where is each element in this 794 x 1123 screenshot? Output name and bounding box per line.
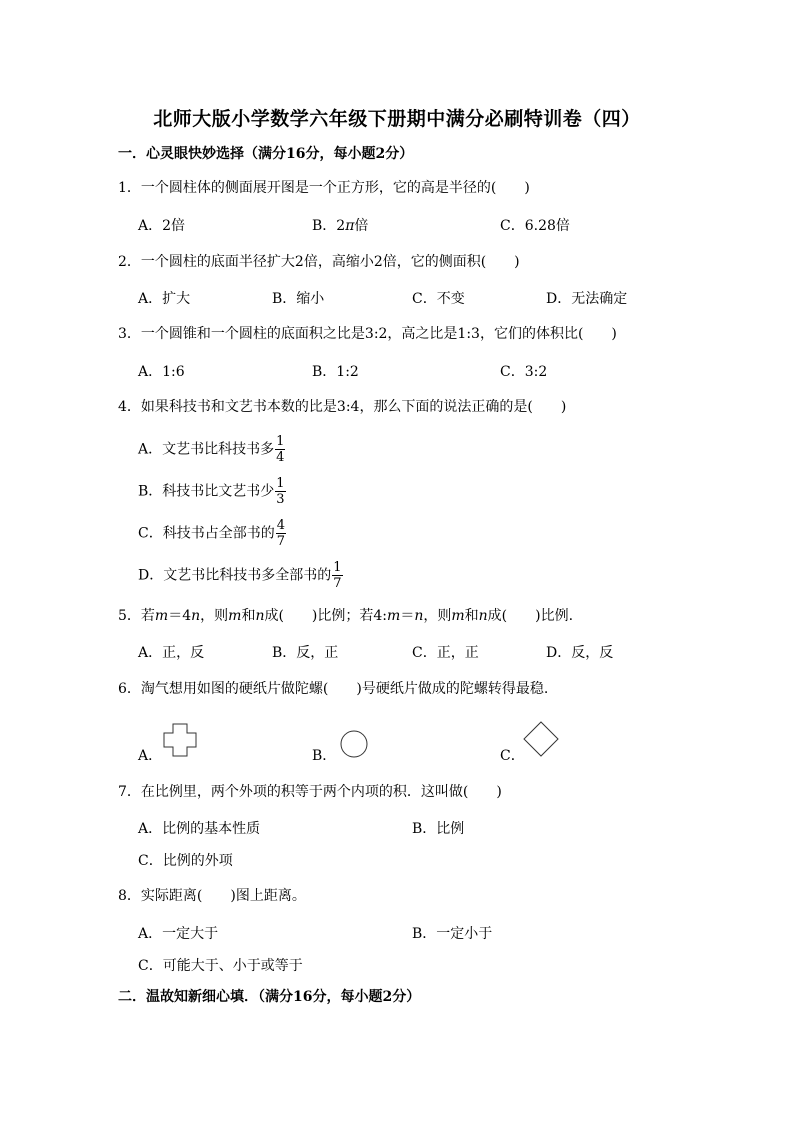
q5-text: ＝4	[168, 608, 192, 624]
q4-option-a[interactable]	[138, 434, 285, 465]
q8-option-b[interactable]: B．一定小于	[412, 926, 493, 942]
q5-text: ，则	[423, 608, 452, 624]
question-4-stem: 4．如果科技书和文艺书本数的比是3:4，那么下面的说法正确的是( )	[118, 399, 567, 415]
var-n: n	[414, 608, 424, 624]
q5-option-c[interactable]: C．正，正	[412, 645, 479, 661]
question-1-stem: 1．一个圆柱体的侧面展开图是一个正方形，它的高是半径的( )	[118, 180, 530, 196]
q2-option-d[interactable]: D．无法确定	[546, 291, 628, 307]
q1-option-b-suffix: 倍	[354, 218, 369, 234]
fraction-denominator: 3	[276, 492, 285, 507]
q6-option-c[interactable]: C．	[500, 748, 525, 764]
fraction-denominator: 7	[276, 534, 285, 549]
var-m: m	[228, 608, 242, 624]
var-m: m	[154, 608, 169, 624]
q5-option-a[interactable]: A．正，反	[138, 645, 205, 661]
q3-option-c[interactable]: C．3:2	[500, 364, 548, 380]
fraction	[275, 434, 285, 465]
q2-option-b[interactable]: B．缩小	[272, 291, 325, 307]
fraction-numerator: 1	[276, 476, 285, 491]
q5-text: 和	[241, 608, 256, 624]
var-n: n	[478, 608, 488, 624]
fraction-numerator: 1	[333, 560, 342, 575]
q2-option-c[interactable]: C．不变	[412, 291, 465, 307]
q4-option-b-text: B．科技书比文艺书少	[138, 483, 275, 500]
question-5-stem	[118, 606, 573, 626]
fraction	[275, 476, 285, 507]
q5-option-d[interactable]: D．反，反	[546, 645, 614, 661]
section-2-heading: 二．温故知新细心填．（满分16分，每小题2分）	[118, 989, 421, 1005]
pi-symbol: π	[345, 218, 355, 234]
question-8-stem: 8．实际距离( )图上距离。	[118, 888, 306, 904]
q3-option-a[interactable]: A．1:6	[138, 364, 185, 380]
q4-option-c-text: C．科技书占全部书的	[138, 525, 275, 542]
q6-option-b[interactable]: B．	[312, 748, 337, 764]
q1-option-b[interactable]	[312, 216, 368, 236]
q8-option-a[interactable]: A．一定大于	[138, 926, 219, 942]
var-n: n	[191, 608, 201, 624]
q4-option-a-text: A．文艺书比科技书多	[138, 441, 275, 458]
fraction-denominator: 7	[333, 576, 342, 591]
q1-option-a[interactable]: A．2倍	[138, 218, 186, 234]
var-m: m	[451, 608, 465, 624]
q1-option-c[interactable]: C．6.28倍	[500, 218, 570, 234]
q4-option-b[interactable]	[138, 476, 286, 507]
q5-option-b[interactable]: B．反，正	[272, 645, 339, 661]
fraction-denominator: 4	[276, 450, 285, 465]
q7-option-c[interactable]: C．比例的外项	[138, 853, 233, 869]
question-7-stem: 7．在比例里，两个外项的积等于两个内项的积．这叫做( )	[118, 784, 502, 800]
q3-option-b[interactable]: B．1:2	[312, 364, 359, 380]
diamond-shape-icon	[522, 720, 560, 758]
question-6-stem: 6．淘气想用如图的硬纸片做陀螺( )号硬纸片做成的陀螺转得最稳.	[118, 681, 549, 697]
q7-option-b[interactable]: B．比例	[412, 821, 465, 837]
fraction	[332, 560, 342, 591]
q2-option-a[interactable]: A．扩大	[138, 291, 191, 307]
var-m: m	[387, 608, 401, 624]
q8-option-c[interactable]: C．可能大于、小于或等于	[138, 958, 303, 974]
var-n: n	[255, 608, 265, 624]
fraction	[276, 518, 286, 549]
q5-text: 5．若	[118, 608, 155, 624]
q5-text: 成( )比例.	[487, 608, 574, 624]
q5-text: 和	[464, 608, 479, 624]
section-1-heading: 一．心灵眼快妙选择（满分16分，每小题2分）	[118, 146, 414, 162]
q6-option-a[interactable]: A．	[138, 748, 163, 764]
cross-shape-icon	[162, 723, 198, 757]
question-3-stem: 3．一个圆锥和一个圆柱的底面积之比是3:2，高之比是1:3，它们的体积比( )	[118, 326, 617, 342]
fraction-numerator: 1	[276, 434, 285, 449]
fraction-numerator: 4	[276, 518, 285, 533]
q4-option-d[interactable]	[138, 560, 343, 591]
q7-option-a[interactable]: A．比例的基本性质	[138, 821, 261, 837]
q5-text: ，则	[200, 608, 229, 624]
circle-shape-icon	[338, 729, 370, 759]
question-2-stem: 2．一个圆柱的底面半径扩大2倍，高缩小2倍，它的侧面积( )	[118, 254, 520, 270]
q5-text: ＝	[400, 608, 415, 624]
q4-option-d-text: D．文艺书比科技书多全部书的	[138, 567, 332, 584]
q5-text: 成( )比例；若4:	[264, 608, 388, 624]
page-title: 北师大版小学数学六年级下册期中满分必刷特训卷（四）	[153, 108, 641, 130]
q1-option-b-text: B．2	[312, 218, 346, 234]
q4-option-c[interactable]	[138, 518, 286, 549]
